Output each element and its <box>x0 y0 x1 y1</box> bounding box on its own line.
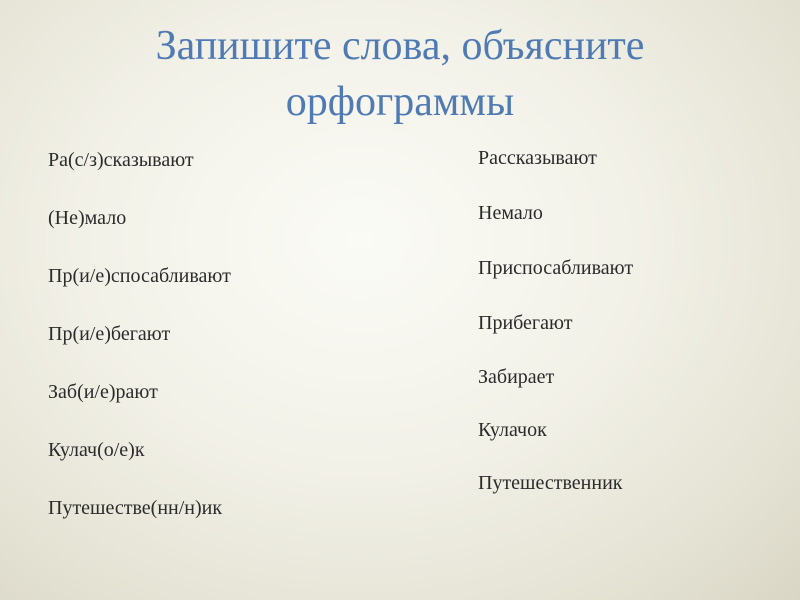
task-word: Путешестве(нн/н)ик <box>48 497 223 519</box>
task-word: Пр(и/е)бегают <box>48 323 171 345</box>
answer-word-list <box>478 146 778 506</box>
answer-word: Приспосабливают <box>478 257 634 279</box>
answer-word: Немало <box>478 202 543 224</box>
task-word-list <box>48 148 428 528</box>
slide-title-line-1: Запишите слова, объясните <box>155 23 645 69</box>
task-word: (Не)мало <box>48 207 127 229</box>
slide-title <box>0 18 800 130</box>
answer-word: Кулачок <box>478 419 547 441</box>
slide-title-line-2: орфограммы <box>285 79 515 125</box>
task-word: Кулач(о/е)к <box>48 439 145 461</box>
answer-word: Забирает <box>478 366 555 388</box>
answer-word: Путешественник <box>478 472 623 494</box>
task-word: Ра(с/з)сказывают <box>48 149 194 171</box>
task-word: Пр(и/е)спосабливают <box>48 265 231 287</box>
task-word: Заб(и/е)рают <box>48 381 158 403</box>
answer-word: Прибегают <box>478 312 573 334</box>
answer-word: Рассказывают <box>478 147 597 169</box>
